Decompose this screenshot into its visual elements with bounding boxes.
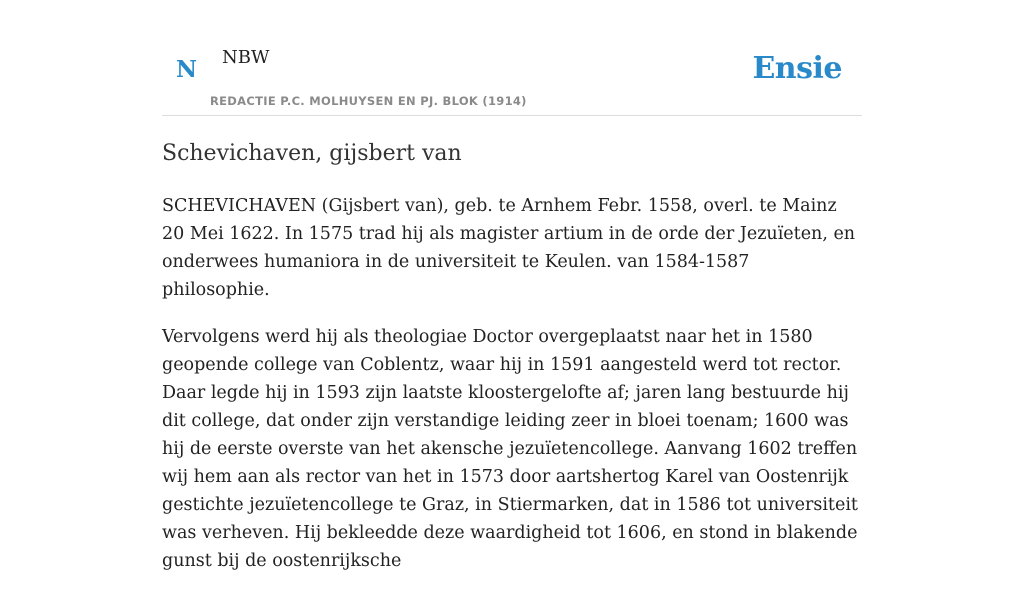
content-container (162, 0, 862, 571)
brand-logo[interactable]: Ensie (752, 51, 842, 86)
source-logo[interactable]: N (176, 56, 198, 83)
article-body (162, 192, 862, 594)
header (162, 0, 862, 116)
source-name[interactable]: NBW (222, 47, 270, 68)
article-paragraph: SCHEVICHAVEN (Gijsbert van), geb. te Arnhem Febr. 1558, overl. te Mainz 20 Mei 1622. In 1575 trad hij als magister artium in de orde der Jezuïeten, en onderwees humaniora in de universiteit te Keulen. van 1584-1587 philosophie. (162, 196, 856, 300)
source-subtitle: REDACTIE P.C. MOLHUYSEN EN PJ. BLOK (1914) (210, 94, 527, 108)
article-paragraph: Vervolgens werd hij als theologiae Doctor overgeplaatst naar het in 1580 geopende college van Coblentz, waar hij in 1591 aangesteld werd tot rector. Daar legde hij in 1593 zijn laatste kloostergelofte af; jaren lang bestuurde hij dit college, dat onder zijn verstandige leiding zeer in bloei toenam; 1600 was hij de eerste overste van het akensche jezuïetencollege. Aanvang 1602 treffen wij hem aan als rector van het in 1573 door aartshertog Karel van Oostenrijk gestichte jezuïetencollege te Graz, in Stiermarken, dat in 1586 tot universiteit was verheven. Hij bekleedde deze waardigheid tot 1606, en stond in blakende gunst bij de oostenrijksche (162, 327, 858, 571)
article-title: Schevichaven, gijsbert van (162, 141, 462, 166)
